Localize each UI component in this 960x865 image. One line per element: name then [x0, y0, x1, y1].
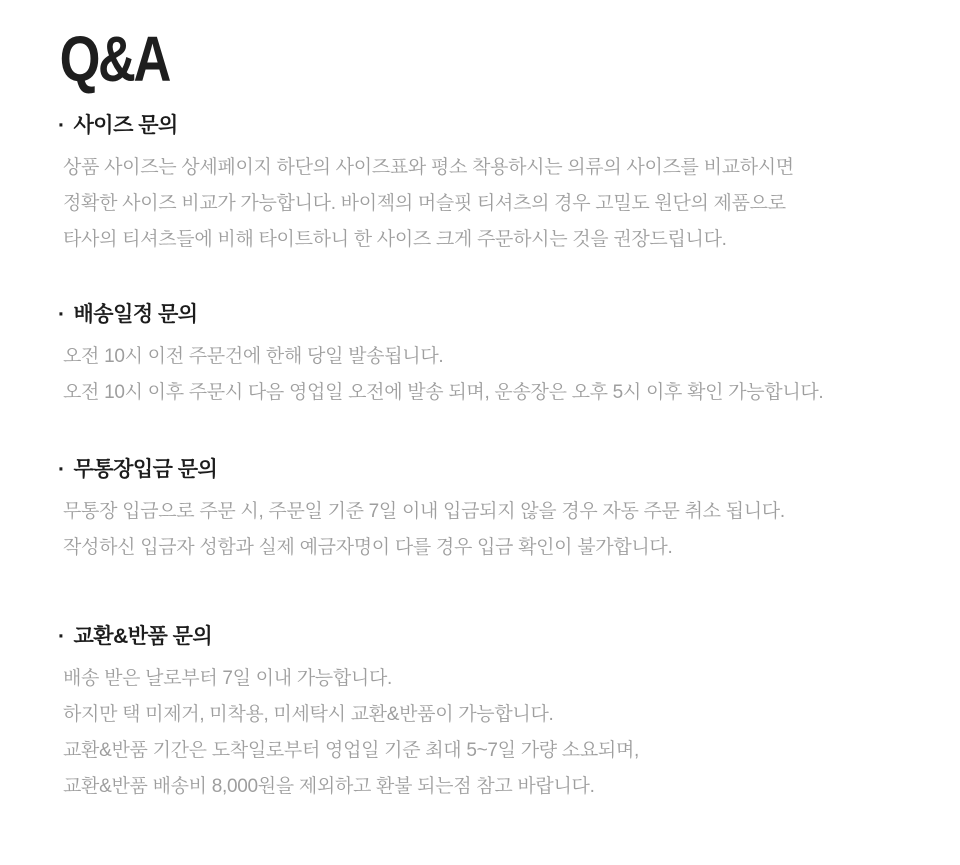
section-heading-label: 배송일정 문의 — [73, 303, 198, 326]
bullet-icon: · — [58, 303, 65, 326]
section-body-exchange — [58, 661, 920, 805]
qa-text-line: 하지만 택 미제거, 미착용, 미세탁시 교환&반품이 가능합니다. — [63, 704, 554, 725]
section-heading-shipping — [58, 302, 920, 327]
section-heading-label: 사이즈 문의 — [73, 114, 178, 137]
qa-text-line: 오전 10시 이후 주문시 다음 영업일 오전에 발송 되며, 운송장은 오후 5시 이후 확인 가능합니다. — [63, 382, 824, 403]
qa-section-shipping — [58, 302, 920, 411]
section-body-shipping — [58, 339, 920, 411]
section-heading-label: 무통장입금 문의 — [73, 458, 218, 481]
qa-text-line: 배송 받은 날로부터 7일 이내 가능합니다. — [63, 668, 393, 689]
section-body-size — [58, 150, 920, 258]
qa-text-line: 무통장 입금으로 주문 시, 주문일 기준 7일 이내 입금되지 않을 경우 자동 주문 취소 됩니다. — [63, 501, 785, 522]
qa-section-exchange — [58, 624, 920, 805]
section-body-deposit — [58, 494, 920, 566]
bullet-icon: · — [58, 114, 65, 137]
section-heading-exchange — [58, 624, 920, 649]
qa-text-line: 작성하신 입금자 성함과 실제 예금자명이 다를 경우 입금 확인이 불가합니다. — [63, 537, 673, 558]
bullet-icon: · — [58, 625, 65, 648]
section-heading-size — [58, 113, 920, 138]
qa-text-line: 상품 사이즈는 상세페이지 하단의 사이즈표와 평소 착용하시는 의류의 사이즈를 비교하시면 — [63, 157, 794, 178]
qa-text-line: 교환&반품 기간은 도착일로부터 영업일 기준 최대 5~7일 가량 소요되며, — [63, 740, 639, 761]
qa-section-size — [58, 113, 920, 258]
qa-text-line: 교환&반품 배송비 8,000원을 제외하고 환불 되는점 참고 바랍니다. — [63, 776, 595, 797]
qa-text-line: 타사의 티셔츠들에 비해 타이트하니 한 사이즈 크게 주문하시는 것을 권장드립니다. — [63, 229, 727, 250]
bullet-icon: · — [58, 458, 65, 481]
qa-text-line: 정확한 사이즈 비교가 가능합니다. 바이젝의 머슬핏 티셔츠의 경우 고밀도 원단의 제품으로 — [63, 193, 786, 214]
qa-section-deposit — [58, 457, 920, 566]
section-heading-label: 교환&반품 문의 — [73, 625, 213, 648]
qa-text-line: 오전 10시 이전 주문건에 한해 당일 발송됩니다. — [63, 346, 444, 367]
page-title: Q&A — [59, 23, 169, 95]
section-heading-deposit — [58, 457, 920, 482]
